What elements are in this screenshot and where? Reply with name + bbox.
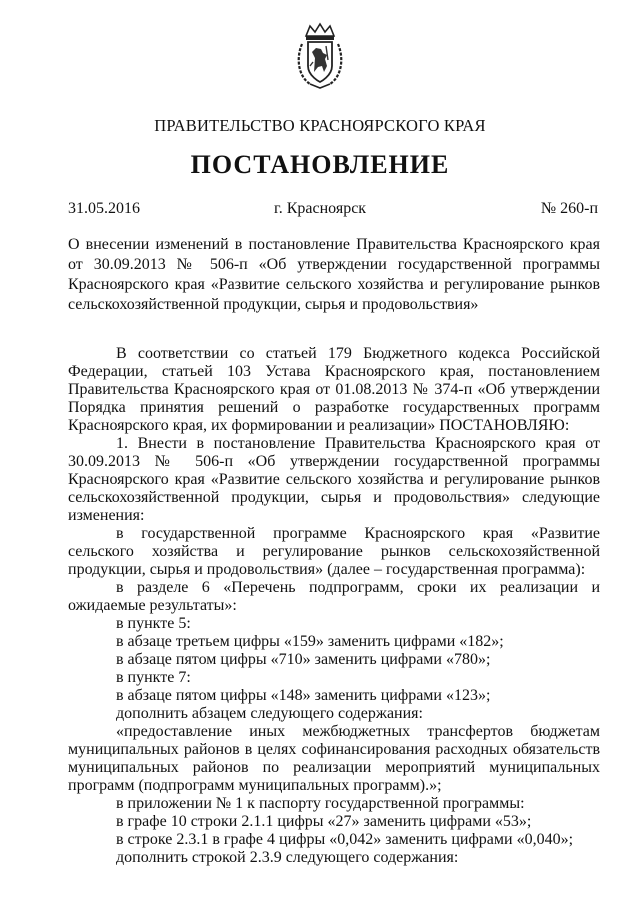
document-date: 31.05.2016 <box>68 200 140 217</box>
paragraph: в государственной программе Красноярского края «Развитие сельского хозяйства и регулирование рынков сельскохозяйственной продукции, сырья и продовольствия» (далее – государственная программа): <box>68 525 600 578</box>
paragraph: в абзаце пятом цифры «148» заменить цифрами «123»; <box>116 687 491 704</box>
paragraph: в абзаце третьем цифры «159» заменить цифрами «182»; <box>116 633 504 650</box>
paragraph: в абзаце пятом цифры «710» заменить цифрами «780»; <box>116 651 491 668</box>
paragraph: в строке 2.3.1 в графе 4 цифры «0,042» заменить цифрами «0,040»; <box>116 831 574 848</box>
coat-of-arms-icon <box>296 22 344 90</box>
paragraph: в разделе 6 «Перечень подпрограмм, сроки их реализации и ожидаемые результаты»: <box>68 579 600 614</box>
document-number: № 260-п <box>540 200 598 217</box>
document-body <box>68 345 600 867</box>
paragraph: в графе 10 строки 2.1.1 цифры «27» заменить цифрами «53»; <box>116 813 532 830</box>
document-type-title: ПОСТАНОВЛЕНИЕ <box>190 150 450 179</box>
paragraph-quoted: «предоставление иных межбюджетных трансфертов бюджетам муниципальных районов в целях софинансирования расходных обязательств муниципальных районов по реализации мероприятий муниципальных программ (подпрограмм муниципальных программ).»; <box>68 723 600 794</box>
document-subject: О внесении изменений в постановление Правительства Красноярского края от 30.09.2013 № 506-п «Об утверждении государственной программы Красноярского края «Развитие сельского хозяйства и регулирование рынков сельскохозяйственной продукции, сырья и продовольствия» <box>68 236 600 313</box>
paragraph: дополнить абзацем следующего содержания: <box>116 705 423 722</box>
paragraph-item-1: 1. Внести в постановление Правительства Красноярского края от 30.09.2013 № 506-п «Об утверждении государственной программы Красноярского края «Развитие сельского хозяйства и регулирование рынков сельскохозяйственной продукции, сырья и продовольствия» следующие изменения: <box>68 435 600 524</box>
document-city: г. Красноярск <box>273 200 367 217</box>
paragraph: в приложении № 1 к паспорту государственной программы: <box>116 795 525 812</box>
paragraph-legal-basis: В соответствии со статьей 179 Бюджетного кодекса Российской Федерации, статьей 103 Устава Красноярского края, постановлением Правительства Красноярского края от 01.08.2013 № 374-п «Об утверждении Порядка принятия решений о разработке государственных программ Красноярского края, их формировании и реализации» ПОСТАНОВЛЯЮ: <box>68 345 600 434</box>
government-title: ПРАВИТЕЛЬСТВО КРАСНОЯРСКОГО КРАЯ <box>154 116 486 135</box>
paragraph: дополнить строкой 2.3.9 следующего содержания: <box>116 849 459 866</box>
paragraph: в пункте 5: <box>116 615 191 632</box>
paragraph: в пункте 7: <box>116 669 191 686</box>
